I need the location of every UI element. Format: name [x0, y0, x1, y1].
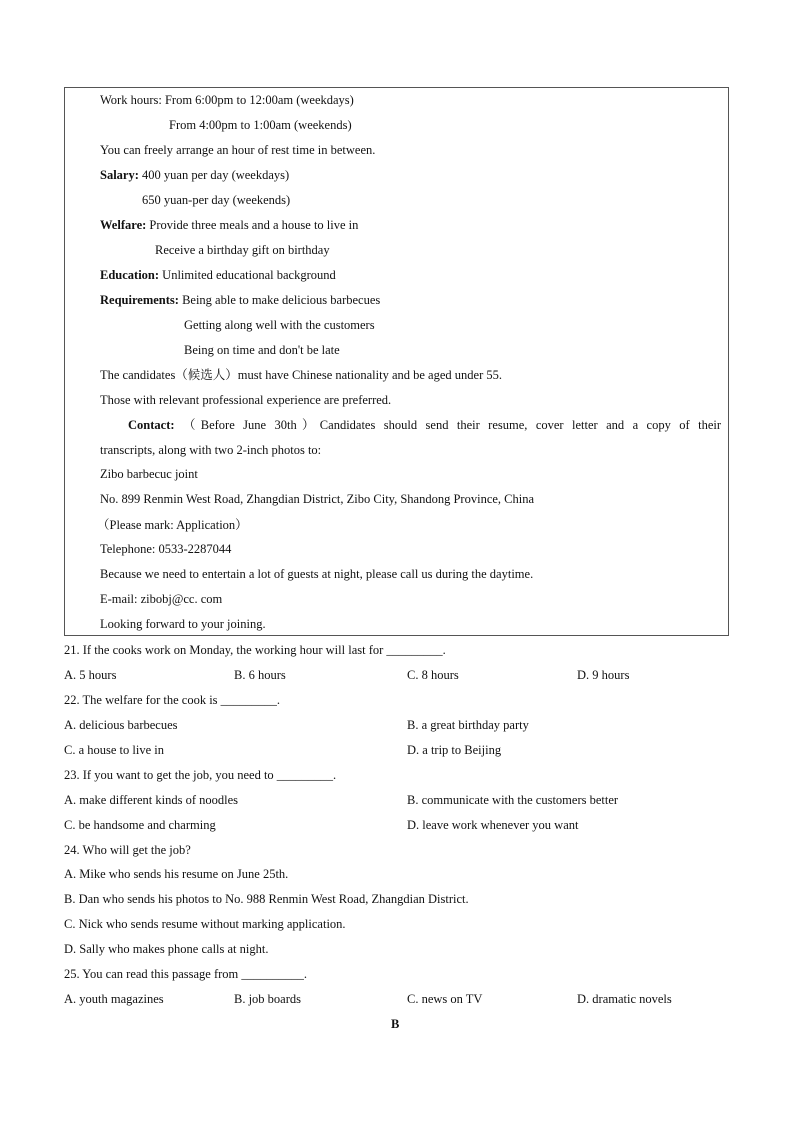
q24-option-a: A. Mike who sends his resume on June 25th.: [64, 867, 289, 881]
q25-stem: 25. You can read this passage from __________.: [64, 967, 308, 981]
address-mark: （Please mark: Application）: [97, 518, 248, 532]
requirements-label: Requirements:: [100, 293, 179, 307]
q22-stem: 22. The welfare for the cook is _________.: [64, 693, 281, 707]
education-value: Unlimited educational background: [162, 268, 336, 282]
candidates-note: The candidates（候选人）must have Chinese nationality and be aged under 55.: [100, 368, 502, 382]
work-hours-line: [100, 92, 354, 108]
q21-stem: 21. If the cooks work on Monday, the working hour will last for _________.: [64, 643, 446, 657]
q25-option-c: C. news on TV: [407, 992, 483, 1006]
salary-weekends: 650 yuan-per day (weekends): [142, 193, 291, 207]
welfare-2: Receive a birthday gift on birthday: [155, 243, 330, 257]
contact-label: Contact:: [128, 418, 175, 432]
rest-note: You can freely arrange an hour of rest time in between.: [100, 143, 376, 157]
q23-stem: 23. If you want to get the job, you need to _________.: [64, 768, 337, 782]
address-name: Zibo barbecuc joint: [100, 467, 198, 481]
q22-option-b: B. a great birthday party: [407, 718, 529, 732]
q24-option-d: D. Sally who makes phone calls at night.: [64, 942, 269, 956]
requirement-2: Getting along well with the customers: [184, 318, 375, 332]
salary-weekdays: 400 yuan per day (weekdays): [142, 168, 290, 182]
q25-option-b: B. job boards: [234, 992, 302, 1006]
q22-option-a: A. delicious barbecues: [64, 718, 178, 732]
work-hours-weekends: From 4:00pm to 1:00am (weekends): [169, 118, 352, 132]
q25-option-a: A. youth magazines: [64, 992, 164, 1006]
closing: Looking forward to your joining.: [100, 617, 266, 631]
telephone: Telephone: 0533-2287044: [100, 542, 232, 556]
q21-option-b: B. 6 hours: [234, 668, 286, 682]
q25-option-d: D. dramatic novels: [577, 992, 672, 1006]
salary-line: [100, 167, 289, 183]
contact-line: [128, 417, 721, 433]
q24-stem: 24. Who will get the job?: [64, 843, 191, 857]
work-hours-label: Work hours:: [100, 93, 162, 107]
welfare-1: Provide three meals and a house to live in: [149, 218, 359, 232]
welfare-label: Welfare:: [100, 218, 147, 232]
salary-label: Salary:: [100, 168, 139, 182]
call-note: Because we need to entertain a lot of guests at night, please call us during the daytime.: [100, 567, 534, 581]
contact-text-2: transcripts, along with two 2-inch photos to:: [100, 443, 322, 457]
address-street: No. 899 Renmin West Road, Zhangdian District, Zibo City, Shandong Province, China: [100, 492, 535, 506]
q21-option-c: C. 8 hours: [407, 668, 459, 682]
q21-option-a: A. 5 hours: [64, 668, 117, 682]
q23-option-a: A. make different kinds of noodles: [64, 793, 239, 807]
email: E-mail: zibobj@cc. com: [100, 592, 223, 606]
education-line: [100, 267, 336, 283]
experience-note: Those with relevant professional experience are preferred.: [100, 393, 392, 407]
work-hours-weekdays: From 6:00pm to 12:00am (weekdays): [164, 93, 354, 107]
education-label: Education:: [100, 268, 160, 282]
q23-option-d: D. leave work whenever you want: [407, 818, 579, 832]
q21-option-d: D. 9 hours: [577, 668, 630, 682]
requirement-3: Being on time and don't be late: [184, 343, 340, 357]
requirement-1: Being able to make delicious barbecues: [182, 293, 381, 307]
welfare-line: [100, 217, 358, 233]
section-label: B: [391, 1017, 400, 1031]
q22-option-c: C. a house to live in: [64, 743, 164, 757]
q23-option-c: C. be handsome and charming: [64, 818, 216, 832]
q24-option-b: B. Dan who sends his photos to No. 988 Renmin West Road, Zhangdian District.: [64, 892, 469, 906]
q23-option-b: B. communicate with the customers better: [407, 793, 619, 807]
contact-text-1: （Before June 30th）Candidates should send their resume, cover letter and a copy of their: [182, 418, 721, 432]
requirements-line: [100, 292, 380, 308]
q22-option-d: D. a trip to Beijing: [407, 743, 502, 757]
q24-option-c: C. Nick who sends resume without marking application.: [64, 917, 346, 931]
